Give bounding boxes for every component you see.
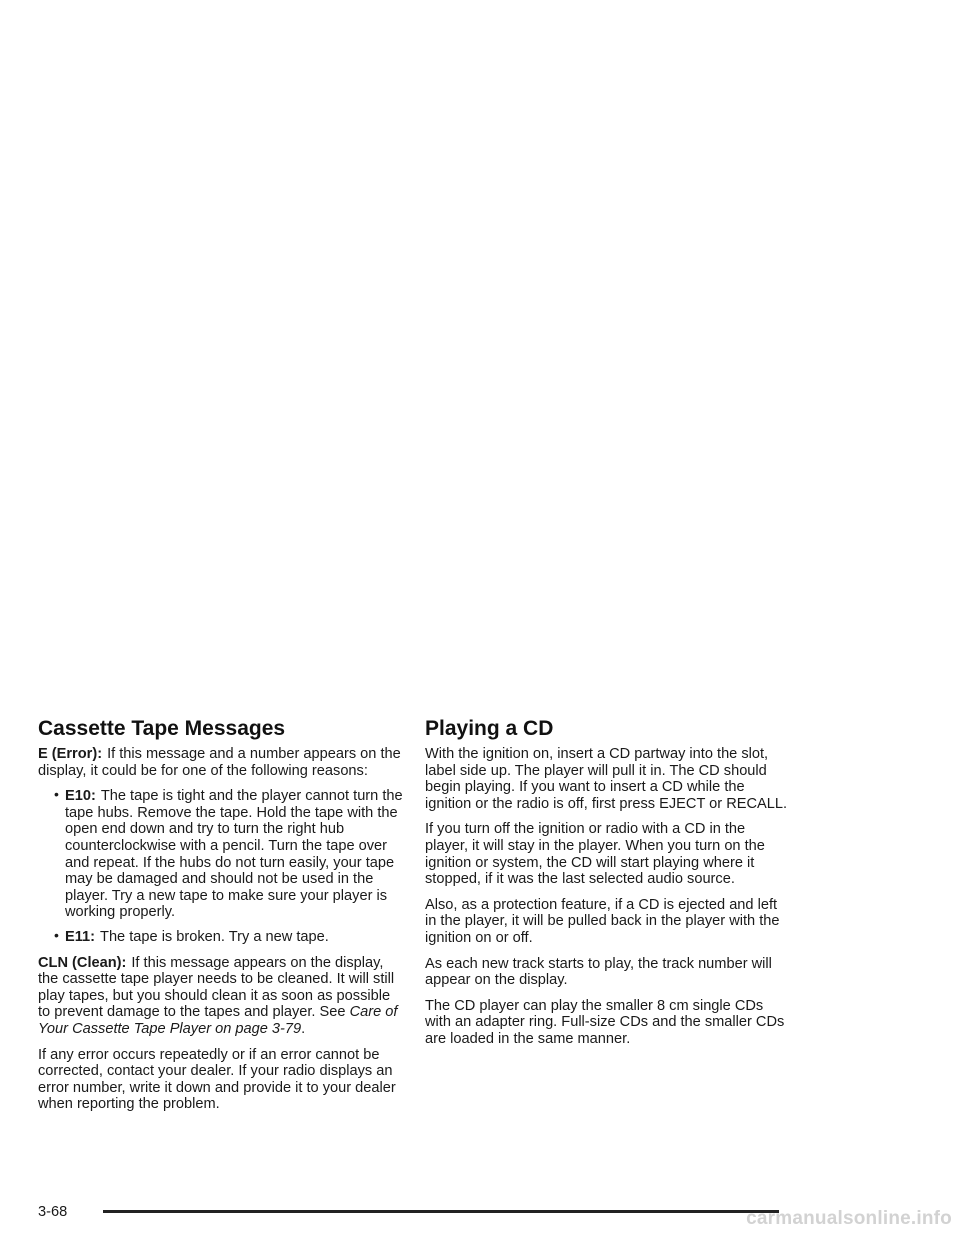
clean-text: If this message appears on the display, the cassette tape player needs to be cleaned. It will still play tapes, but you should clean it as soon as possible to prevent damage to the tapes and player. See: [38, 954, 395, 1021]
footer-divider: [103, 1210, 779, 1213]
e10-term: E10:: [65, 788, 96, 805]
bullet-icon: •: [54, 926, 59, 943]
clean-term: CLN (Clean):: [38, 954, 127, 971]
error-term: E (Error):: [38, 746, 103, 762]
bullet-icon: •: [54, 786, 59, 803]
repeat-error-paragraph: If any error occurs repeatedly or if an error cannot be corrected, contact your dealer. If your radio displays an error number, write it down and provide it to your dealer when reporting the problem.: [38, 1046, 396, 1113]
clean-paragraph: [38, 955, 404, 1038]
error-reasons-list: [38, 788, 404, 945]
cd-paragraph-track-number: As each new track starts to play, the track number will appear on the display.: [425, 955, 772, 989]
cassette-messages-heading: Cassette Tape Messages: [38, 717, 286, 740]
right-column: [425, 716, 791, 1057]
cd-paragraph-insert: With the ignition on, insert a CD partway into the slot, label side up. The player will pull it in. The CD should begin playing. If you want to insert a CD while the ignition or the radio is off, first press EJECT or RECALL.: [425, 746, 788, 812]
e10-text: The tape is tight and the player cannot turn the tape hubs. Remove the tape. Hold the tape with the open end down and try to turn the right hub counterclockwise with a pencil. Turn the tape over and repeat. If the hubs do not turn easily, your tape may be damaged and should not be used in the player. Try a new tape to make sure your player is working properly.: [65, 788, 403, 921]
list-item-e11: [38, 926, 404, 946]
error-text: If this message and a number appears on the display, it could be for one of the following reasons:: [38, 746, 401, 779]
watermark-logo: carmanualsonline.info: [746, 1208, 952, 1229]
error-paragraph: [38, 746, 404, 779]
e11-text: The tape is broken. Try a new tape.: [100, 928, 329, 945]
playing-cd-heading: Playing a CD: [425, 717, 554, 740]
cd-paragraph-ignition-off: If you turn off the ignition or radio with a CD in the player, it will stay in the player. When you turn on the ignition or system, the CD will start playing where it stopped, if it was the last selected audio source.: [425, 821, 765, 888]
left-column: [38, 716, 404, 1122]
clean-end: .: [301, 1020, 306, 1037]
cd-paragraph-8cm: The CD player can play the smaller 8 cm single CDs with an adapter ring. Full-size CDs and the smaller CDs are loaded in the same manner.: [425, 997, 785, 1047]
cd-paragraph-protection: Also, as a protection feature, if a CD is ejected and left in the player, it will be pulled back in the player with the ignition on or off.: [425, 896, 780, 946]
cassette-care-reference-link[interactable]: Care of Your Cassette Tape Player on page 3-79: [38, 1004, 398, 1037]
page-number: 3-68: [38, 1204, 68, 1220]
e11-term: E11:: [65, 928, 96, 945]
list-item-e10: [38, 788, 404, 921]
